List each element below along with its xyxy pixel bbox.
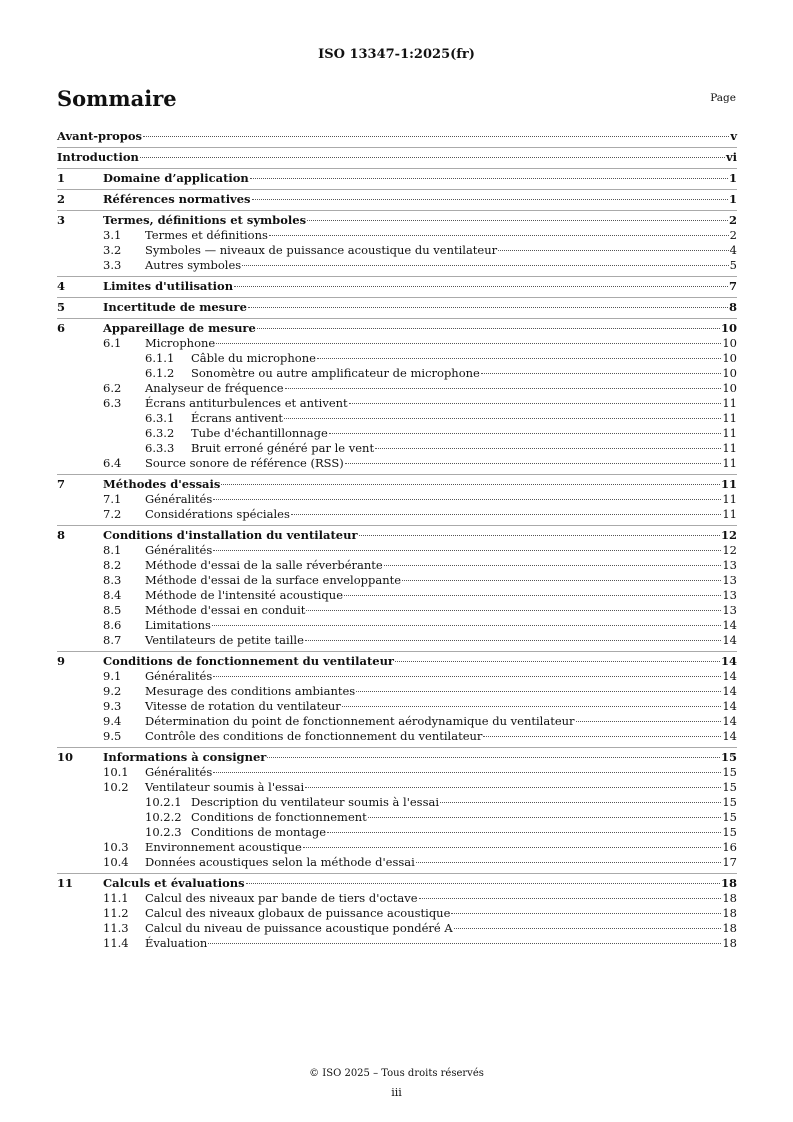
toc-entry[interactable]	[57, 150, 737, 165]
dot-leader	[481, 373, 722, 374]
toc-entry-page: 11	[722, 456, 737, 470]
toc-entry-label: Informations à consigner	[103, 750, 267, 764]
toc-entry-number: 8.7	[103, 633, 122, 647]
dot-leader	[306, 610, 721, 611]
toc-entry-label: Analyseur de fréquence	[145, 381, 284, 395]
toc-entry-label: Conditions d'installation du ventilateur	[103, 528, 358, 542]
toc-entry-label: Introduction	[57, 150, 139, 164]
toc-entry-label: Mesurage des conditions ambiantes	[145, 684, 356, 698]
toc-entry[interactable]	[57, 411, 737, 426]
toc-entry-number: 9.4	[103, 714, 122, 728]
toc-entry-label: Description du ventilateur soumis à l'essai	[191, 795, 440, 809]
toc-entry-page: 11	[722, 492, 737, 506]
toc-entry-label: Domaine d’application	[103, 171, 249, 185]
toc-entry-number: 2	[57, 192, 66, 206]
toc-entry[interactable]	[57, 810, 737, 825]
dot-leader	[327, 832, 721, 833]
toc-entry[interactable]	[57, 906, 737, 921]
toc-entry-number: 7	[57, 477, 66, 491]
toc-entry-page: 15	[722, 795, 737, 809]
toc-entry-label: Méthodes d'essais	[103, 477, 221, 491]
toc-entry-label: Généralités	[145, 492, 213, 506]
toc-entry-number: 6	[57, 321, 66, 335]
toc-entry-page: 10	[722, 351, 737, 365]
toc-entry[interactable]	[57, 921, 737, 936]
toc-entry-label: Données acoustiques selon la méthode d'essai	[145, 855, 415, 869]
toc-entry-number: 3.3	[103, 258, 122, 272]
toc-entry-number: 9	[57, 654, 66, 668]
toc-entry-label: Tube d'échantillonnage	[191, 426, 328, 440]
toc-entry-page: 15	[720, 750, 737, 764]
dot-leader	[451, 913, 721, 914]
toc-entry-number: 7.1	[103, 492, 122, 506]
toc-entry[interactable]	[57, 618, 737, 633]
dot-leader	[213, 499, 721, 500]
toc-entry[interactable]	[57, 279, 737, 294]
toc-entry-page: 11	[722, 507, 737, 521]
toc-entry-number: 9.1	[103, 669, 122, 683]
table-of-contents	[57, 129, 737, 951]
dot-leader	[250, 178, 728, 179]
toc-entry-page: 1	[728, 171, 737, 185]
section-separator	[57, 297, 737, 298]
toc-entry[interactable]	[57, 891, 737, 906]
toc-entry-page: 15	[722, 810, 737, 824]
toc-entry-label: Écrans antiturbulences et antivent	[145, 396, 348, 410]
toc-entry[interactable]	[57, 765, 737, 780]
section-separator	[57, 189, 737, 190]
toc-entry[interactable]	[57, 714, 737, 729]
toc-entry-label: Calcul des niveaux globaux de puissance acoustique	[145, 906, 451, 920]
toc-entry-label: Autres symboles	[145, 258, 242, 272]
toc-entry-page: 13	[722, 603, 737, 617]
toc-entry-label: Calcul des niveaux par bande de tiers d'octave	[145, 891, 418, 905]
toc-entry-number: 9.2	[103, 684, 122, 698]
dot-leader	[317, 358, 721, 359]
dot-leader	[402, 580, 721, 581]
toc-entry[interactable]	[57, 171, 737, 186]
toc-entry-page: 15	[722, 825, 737, 839]
document-id-header: ISO 13347-1:2025(fr)	[318, 47, 475, 62]
toc-entry-page: 11	[722, 411, 737, 425]
toc-entry-page: 15	[722, 780, 737, 794]
toc-entry-label: Calcul du niveau de puissance acoustique pondéré A	[145, 921, 453, 935]
toc-entry-label: Évaluation	[145, 936, 208, 950]
toc-entry-page: 12	[720, 528, 737, 542]
toc-entry-page: 7	[728, 279, 737, 293]
page-column-label: Page	[710, 92, 736, 104]
dot-leader	[368, 817, 722, 818]
toc-entry[interactable]	[57, 396, 737, 411]
page-number: iii	[391, 1086, 402, 1099]
toc-entry-page: 10	[722, 366, 737, 380]
section-separator	[57, 147, 737, 148]
toc-entry-label: Contrôle des conditions de fonctionnement du ventilateur	[145, 729, 483, 743]
toc-entry-number: 3.2	[103, 243, 122, 257]
toc-entry-label: Calculs et évaluations	[103, 876, 245, 890]
toc-entry-number: 10.2	[103, 780, 129, 794]
toc-entry-number: 6.3.2	[145, 426, 175, 440]
toc-entry[interactable]	[57, 603, 737, 618]
toc-entry-number: 4	[57, 279, 66, 293]
section-separator	[57, 276, 737, 277]
dot-leader	[213, 550, 721, 551]
toc-entry-number: 6.1.2	[145, 366, 175, 380]
toc-entry[interactable]	[57, 588, 737, 603]
dot-leader	[216, 343, 721, 344]
toc-entry[interactable]	[57, 558, 737, 573]
toc-entry-number: 10.1	[103, 765, 129, 779]
toc-entry-label: Méthode d'essai en conduit	[145, 603, 306, 617]
dot-leader	[248, 307, 728, 308]
toc-entry-number: 6.1.1	[145, 351, 175, 365]
dot-leader	[303, 847, 722, 848]
toc-entry-page: 13	[722, 573, 737, 587]
copyright-footer: © ISO 2025 – Tous droits réservés	[309, 1068, 484, 1079]
toc-entry-page: 14	[722, 714, 737, 728]
toc-entry-page: 5	[729, 258, 737, 272]
toc-entry-page: 4	[729, 243, 737, 257]
toc-entry[interactable]	[57, 351, 737, 366]
toc-entry-number: 6.1	[103, 336, 122, 350]
toc-entry[interactable]	[57, 426, 737, 441]
toc-entry[interactable]	[57, 780, 737, 795]
toc-entry-label: Conditions de montage	[191, 825, 327, 839]
toc-entry-label: Généralités	[145, 765, 213, 779]
section-separator	[57, 168, 737, 169]
dot-leader	[284, 418, 721, 419]
toc-entry-label: Termes, définitions et symboles	[103, 213, 307, 227]
toc-entry-label: Sonomètre ou autre amplificateur de microphone	[191, 366, 480, 380]
toc-entry-number: 9.5	[103, 729, 122, 743]
dot-leader	[349, 403, 722, 404]
toc-entry-page: 14	[722, 729, 737, 743]
toc-entry-page: 18	[722, 891, 737, 905]
toc-entry-number: 3	[57, 213, 66, 227]
toc-entry-number: 6.3.1	[145, 411, 175, 425]
toc-entry-page: 2	[729, 228, 737, 242]
toc-entry-page: 10	[722, 381, 737, 395]
dot-leader	[576, 721, 722, 722]
toc-entry-number: 10.2.2	[145, 810, 182, 824]
toc-entry[interactable]	[57, 750, 737, 765]
toc-entry-label: Limites d'utilisation	[103, 279, 234, 293]
toc-entry-page: vi	[725, 150, 737, 164]
toc-entry-page: 13	[722, 558, 737, 572]
toc-entry[interactable]	[57, 492, 737, 507]
toc-entry-number: 8.4	[103, 588, 122, 602]
dot-leader	[213, 772, 721, 773]
toc-entry-page: 13	[722, 588, 737, 602]
toc-entry-label: Appareillage de mesure	[103, 321, 256, 335]
toc-entry-page: 15	[722, 765, 737, 779]
toc-entry[interactable]	[57, 300, 737, 315]
dot-leader	[375, 448, 721, 449]
toc-entry-page: 10	[720, 321, 737, 335]
toc-entry[interactable]	[57, 699, 737, 714]
toc-entry-number: 7.2	[103, 507, 122, 521]
dot-leader	[419, 898, 722, 899]
toc-entry-label: Avant-propos	[57, 129, 142, 143]
toc-entry-number: 8.6	[103, 618, 122, 632]
section-separator	[57, 873, 737, 874]
toc-entry-number: 5	[57, 300, 66, 314]
toc-entry-page: 1	[728, 192, 737, 206]
toc-entry-number: 9.3	[103, 699, 122, 713]
toc-entry[interactable]	[57, 528, 737, 543]
dot-leader	[252, 199, 728, 200]
dot-leader	[246, 883, 720, 884]
toc-entry-page: 14	[722, 684, 737, 698]
toc-entry[interactable]	[57, 825, 737, 840]
toc-entry-page: 18	[722, 936, 737, 950]
toc-entry-number: 11.1	[103, 891, 129, 905]
dot-leader	[329, 433, 722, 434]
toc-entry-number: 6.4	[103, 456, 122, 470]
toc-entry-page: 11	[720, 477, 737, 491]
toc-entry-label: Termes et définitions	[145, 228, 268, 242]
toc-entry[interactable]	[57, 633, 737, 648]
toc-entry-label: Ventilateurs de petite taille	[145, 633, 304, 647]
toc-entry-label: Méthode de l'intensité acoustique	[145, 588, 343, 602]
toc-entry[interactable]	[57, 441, 737, 456]
toc-entry-label: Méthode d'essai de la salle réverbérante	[145, 558, 383, 572]
toc-entry-label: Généralités	[145, 543, 213, 557]
toc-entry-number: 8.3	[103, 573, 122, 587]
toc-entry[interactable]	[57, 669, 737, 684]
toc-entry-label: Source sonore de référence (RSS)	[145, 456, 344, 470]
toc-entry[interactable]	[57, 213, 737, 228]
toc-entry[interactable]	[57, 228, 737, 243]
dot-leader	[384, 565, 722, 566]
toc-entry-page: 14	[722, 618, 737, 632]
section-separator	[57, 474, 737, 475]
toc-entry-number: 8.1	[103, 543, 122, 557]
toc-entry-page: v	[730, 129, 737, 143]
toc-entry-number: 8.5	[103, 603, 122, 617]
toc-entry-page: 14	[722, 633, 737, 647]
toc-entry-page: 14	[720, 654, 737, 668]
toc-entry-page: 2	[728, 213, 737, 227]
dot-leader	[416, 862, 722, 863]
dot-leader	[213, 676, 721, 677]
dot-leader	[221, 484, 720, 485]
toc-entry-page: 11	[722, 426, 737, 440]
toc-entry[interactable]	[57, 507, 737, 522]
toc-entry-number: 8	[57, 528, 66, 542]
dot-leader	[342, 706, 722, 707]
dot-leader	[234, 286, 728, 287]
toc-entry-number: 10.4	[103, 855, 129, 869]
toc-entry-number: 3.1	[103, 228, 122, 242]
toc-entry-label: Conditions de fonctionnement	[191, 810, 367, 824]
toc-entry[interactable]	[57, 729, 737, 744]
dot-leader	[208, 943, 721, 944]
dot-leader	[395, 661, 720, 662]
toc-entry[interactable]	[57, 258, 737, 273]
toc-entry-number: 6.3	[103, 396, 122, 410]
toc-entry[interactable]	[57, 477, 737, 492]
toc-entry[interactable]	[57, 795, 737, 810]
dot-leader	[440, 802, 721, 803]
toc-entry[interactable]	[57, 543, 737, 558]
dot-leader	[285, 388, 722, 389]
toc-entry[interactable]	[57, 684, 737, 699]
toc-entry-label: Références normatives	[103, 192, 251, 206]
toc-entry-page: 11	[722, 396, 737, 410]
toc-entry-number: 11.2	[103, 906, 129, 920]
toc-entry[interactable]	[57, 381, 737, 396]
dot-leader	[454, 928, 722, 929]
section-separator	[57, 210, 737, 211]
toc-entry-label: Conditions de fonctionnement du ventilateur	[103, 654, 394, 668]
dot-leader	[291, 514, 722, 515]
toc-entry[interactable]	[57, 366, 737, 381]
toc-entry-label: Environnement acoustique	[145, 840, 302, 854]
toc-entry-page: 17	[722, 855, 737, 869]
dot-leader	[356, 691, 721, 692]
toc-entry-page: 12	[722, 543, 737, 557]
toc-entry-page: 11	[722, 441, 737, 455]
toc-entry-label: Vitesse de rotation du ventilateur	[145, 699, 341, 713]
toc-entry-label: Écrans antivent	[191, 411, 284, 425]
dot-leader	[345, 463, 722, 464]
toc-entry-label: Symboles — niveaux de puissance acoustique du ventilateur	[145, 243, 498, 257]
toc-entry-label: Généralités	[145, 669, 213, 683]
toc-entry-page: 14	[722, 699, 737, 713]
toc-entry-page: 14	[722, 669, 737, 683]
toc-entry-number: 8.2	[103, 558, 122, 572]
toc-entry[interactable]	[57, 336, 737, 351]
toc-entry-number: 11.4	[103, 936, 129, 950]
toc-entry[interactable]	[57, 876, 737, 891]
toc-entry[interactable]	[57, 840, 737, 855]
dot-leader	[307, 220, 728, 221]
toc-entry-page: 16	[722, 840, 737, 854]
toc-entry-number: 11	[57, 876, 74, 890]
toc-entry-number: 11.3	[103, 921, 129, 935]
toc-entry-number: 10.2.1	[145, 795, 182, 809]
page-title: Sommaire	[57, 86, 177, 111]
dot-leader	[212, 625, 721, 626]
toc-entry-label: Incertitude de mesure	[103, 300, 247, 314]
toc-entry[interactable]	[57, 129, 737, 144]
toc-entry-page: 18	[722, 906, 737, 920]
toc-entry[interactable]	[57, 192, 737, 207]
toc-entry-label: Câble du microphone	[191, 351, 316, 365]
toc-entry-number: 6.3.3	[145, 441, 175, 455]
toc-entry-page: 10	[722, 336, 737, 350]
toc-entry[interactable]	[57, 936, 737, 951]
toc-entry[interactable]	[57, 321, 737, 336]
toc-entry[interactable]	[57, 243, 737, 258]
section-separator	[57, 525, 737, 526]
dot-leader	[257, 328, 720, 329]
toc-entry[interactable]	[57, 855, 737, 870]
dot-leader	[344, 595, 721, 596]
dot-leader	[305, 640, 721, 641]
section-separator	[57, 318, 737, 319]
toc-entry[interactable]	[57, 573, 737, 588]
dot-leader	[305, 787, 721, 788]
dot-leader	[483, 736, 721, 737]
section-separator	[57, 651, 737, 652]
dot-leader	[269, 235, 729, 236]
dot-leader	[242, 265, 729, 266]
toc-entry-number: 10	[57, 750, 74, 764]
toc-entry-label: Limitations	[145, 618, 211, 632]
toc-entry-page: 18	[720, 876, 737, 890]
dot-leader	[267, 757, 720, 758]
toc-entry[interactable]	[57, 654, 737, 669]
toc-entry[interactable]	[57, 456, 737, 471]
dot-leader	[498, 250, 729, 251]
toc-entry-number: 6.2	[103, 381, 122, 395]
dot-leader	[140, 157, 725, 158]
toc-entry-label: Bruit erroné généré par le vent	[191, 441, 375, 455]
toc-entry-label: Microphone	[145, 336, 216, 350]
dot-leader	[143, 136, 729, 137]
toc-entry-label: Méthode d'essai de la surface enveloppante	[145, 573, 402, 587]
dot-leader	[359, 535, 720, 536]
toc-entry-label: Détermination du point de fonctionnement aérodynamique du ventilateur	[145, 714, 575, 728]
toc-entry-label: Ventilateur soumis à l'essai	[145, 780, 305, 794]
section-separator	[57, 747, 737, 748]
toc-entry-number: 1	[57, 171, 66, 185]
toc-entry-label: Considérations spéciales	[145, 507, 290, 521]
toc-entry-number: 10.2.3	[145, 825, 182, 839]
toc-entry-page: 18	[722, 921, 737, 935]
toc-entry-page: 8	[728, 300, 737, 314]
toc-entry-number: 10.3	[103, 840, 129, 854]
